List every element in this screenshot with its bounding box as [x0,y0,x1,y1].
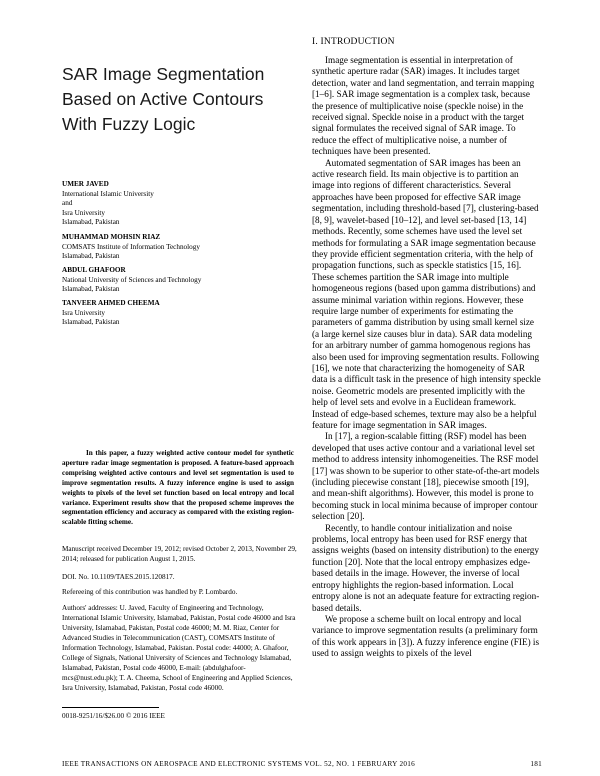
author-affiliation-line: International Islamic University [62,189,154,198]
paper-title: SAR Image Segmentation Based on Active Contours With Fuzzy Logic [62,64,265,134]
author-name: UMER JAVED [62,180,109,188]
author-affiliation-line: Islamabad, Pakistan [62,252,120,261]
author-affiliation-line: COMSATS Institute of Information Technology [62,242,200,251]
body-paragraph: Recently, to handle contour initialization and noise problems, local entropy has been used for RSF energy that assigns weights (based on intensity distribution) to the energy function [20]. Note that the local entropy emphasizes edge-based details in the image. However, the inverse of local entropy highlights the region-based information. Local entropy alone is not an adequate feature for extracting region-based details. [312,522,540,613]
body-paragraph: Image segmentation is essential in interpretation of synthetic aperture radar (SAR) images. It includes target detection, water and land segmentation, and terrain mapping [1–6]. SAR image segmentation is a complex task, because the presence of multiplicative noise (speckle noise) in the received signal. Speckle noise in a product with the target signal formulates the received signal of SAR image. To reduce the effect of multiplicative noise, a number of techniques have been presented. [312,55,535,157]
page-number: 181 [530,760,542,768]
author-block [62,299,302,328]
body-column [312,55,542,660]
author-name: TANVEER AHMED CHEEMA [62,299,160,307]
copyright-line: 0018-9251/16/$26.00 © 2016 IEEE [62,712,165,720]
author-affiliation-line: Isra University [62,308,105,317]
journal-name: IEEE TRANSACTIONS ON AEROSPACE AND ELECTRONIC SYSTEMS VOL. 52, NO. 1 FEBRUARY 2016 [62,760,416,768]
author-addresses: Authors' addresses: U. Javed, Faculty of Engineering and Technology, International Islamic University, Islamabad, Pakistan, Postal code 46000 and Isra University, Islamabad, Pakistan, Postal code 46000; M. M. Riaz, Center for Advanced Studies in Telecommunication (CAST), COMSATS Institute of Information Technology, Islamabad, Pakistan. Postal code: 44000; A. Ghafoor, College of Signals, National University of Sciences and Technology Islamabad, Islamabad, Pakistan, Postal code 46000, E-mail: (abdulghafoor-mcs@nust.edu.pk); T. A. Cheema, School of Engineering and Applied Sciences, Isra University, Islamabad, Pakistan, Postal code 46000. [62,604,296,692]
author-affiliation-line: Islamabad, Pakistan [62,318,120,327]
author-affiliation-line: Islamabad, Pakistan [62,285,120,294]
author-affiliation-line: Isra University [62,208,105,217]
author-affiliation-line: National University of Sciences and Technology [62,275,202,284]
section-heading: I. INTRODUCTION [312,37,395,47]
manuscript-info: Manuscript received December 19, 2012; revised October 2, 2013, November 29, 2014; released for publication August 1, 2015. [62,545,297,563]
author-name: MUHAMMAD MOHSIN RIAZ [62,233,161,241]
abstract: In this paper, a fuzzy weighted active contour model for synthetic aperture radar image segmentation is proposed. A feature-based approach comprising weighted active contours and level set segmentation is used to improve segmentation results. A fuzzy inference engine is used to assign weights to pixels of the level set function based on local entropy and local variance. Experiment results show that the proposed scheme improves the segmentation efficiency and accuracy as compared with the existing region-scalable fitting scheme. [62,449,294,527]
body-paragraph: We propose a scheme built on local entropy and local variance to improve segmentation results (a preliminary form of this work appears in [3]). A fuzzy inference engine (FIE) is used to assign weights to pixels of the level [312,613,540,659]
author-name: ABDUL GHAFOOR [62,266,126,274]
author-block [62,180,302,228]
author-affiliation-line: Islamabad, Pakistan [62,218,120,227]
doi: DOI. No. 10.1109/TAES.2015.120817. [62,573,175,581]
page-footer [62,760,542,768]
author-block [62,233,302,262]
body-paragraph: In [17], a region-scalable fitting (RSF) model has been developed that uses active contour and a variational level set method to address intensity inhomogeneities. The RSF model [17] was shown to be superior to other state-of-the-art models (including piecewise constant [18], piecewise smooth [19], and mean-shift algorithms). However, this model is prone to becoming stuck in local minima because of improper contour selection [20]. [312,431,540,522]
copyright-divider [62,707,159,708]
author-block [62,266,302,295]
author-affiliation-line: and [62,199,73,208]
refereeing-note: Refereeing of this contribution was handled by P. Lombardo. [62,588,238,596]
body-paragraph: Automated segmentation of SAR images has been an active research field. Its main objective is to partition an image into regions of different characteristics. Several approaches have been proposed for effective SAR image segmentation, including threshold-based [7], clustering-based [8, 9], wavelet-based [10–12], and level set-based [13, 14] methods. Recently, some schemes have used the level set methods for formulating a SAR image segmentation because they provide efficient segmentation criteria, with the help of propagation functions, such as speckle statistics [15, 16]. These schemes partition the SAR image into multiple homogeneous regions (based upon gamma distributions) and assume minimal variation within regions. However, these require large number of experiments for estimating the parameters of gamma distribution by using small kernel size (a large kernel size causes blur in data). SAR data modeling for an arbitrary number of gamma homogenous regions has also been used for improving segmentation results. Following [16], we note that characterizing the homogeneity of SAR data is a difficult task in the presence of high intensity speckle noise. Geometric models are presented implicitly with the help of level sets and evolve in a Euclidean framework. Instead of edge-based schemes, texture may also be a helpful feature for image segmentation in SAR images. [312,157,541,430]
